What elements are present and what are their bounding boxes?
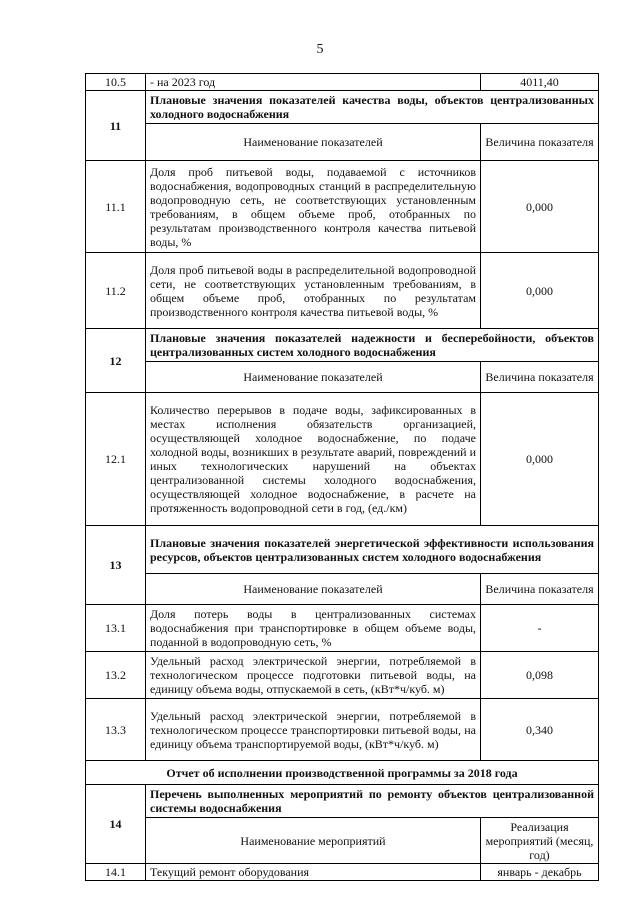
page-number: 5 [316, 42, 324, 57]
section-11-title-row [86, 91, 599, 124]
row-number-cell [86, 699, 146, 761]
row-text: Доля проб питьевой воды в распределительной водопроводной сети, не соответствующих установленным требованиям, в общем объеме проб, отобранных по результатам производственного контроля качества питьевой воды, % [146, 253, 481, 329]
row-text: Доля проб питьевой воды, подаваемой с источников водоснабжения, водопроводных станций в распределительную водопроводную сеть, не соответствующих установленным требованиям, в общем объеме проб, отобранных по результатам производственного контроля качества питьевой воды, % [146, 161, 481, 253]
row-number-cell [86, 253, 146, 329]
row-value: 0,340 [481, 699, 599, 761]
section-14-header-row [86, 818, 599, 864]
row-text: - на 2023 год [146, 74, 481, 91]
section-12-title-row [86, 329, 599, 362]
row-value: 4011,40 [481, 74, 599, 91]
row-number: 13.3 [105, 722, 126, 737]
row-number: 11.1 [105, 199, 126, 214]
section-title: Плановые значения показателей энергетической эффективности использования ресурсов, объектов централизованных систем холодного водоснабжения [146, 526, 599, 574]
table-row [86, 864, 599, 881]
table-row [86, 253, 599, 329]
row-value: 0,000 [481, 253, 599, 329]
section-11-header-row [86, 124, 599, 161]
section-number: 14 [86, 785, 146, 864]
row-value: 0,098 [481, 652, 599, 699]
column-header-name: Наименование показателей [146, 124, 481, 161]
row-number-cell [86, 864, 146, 881]
report-title-row [86, 761, 599, 785]
section-number: 12 [86, 329, 146, 393]
table-row [86, 393, 599, 526]
row-text: Удельный расход электрической энергии, потребляемой в технологическом процессе подготовки питьевой воды, на единицу объема воды, отпускаемой в сеть, (кВт*ч/куб. м) [146, 652, 481, 699]
indicators-table [85, 73, 599, 881]
table-row [86, 74, 599, 91]
row-text: Удельный расход электрической энергии, потребляемой в технологическом процессе транспортировки питьевой воды, на единицу объема транспортируемой воды, (кВт*ч/куб. м) [146, 699, 481, 761]
row-text: Количество перерывов в подаче воды, зафиксированных в местах исполнения обязательств организацией, осуществляющей холодное водоснабжение, по подаче холодной воды, возникших в результате аварий, повреждений и иных технологических нарушений на объектах централизованной системы холодного водоснабжения, осуществляющей холодное водоснабжение, в расчете на протяженность водопроводной сети в год, (ед./км) [146, 393, 481, 526]
row-text: Доля потерь воды в централизованных системах водоснабжения при транспортировке в общем объеме воды, поданной в водопроводную сеть, % [146, 605, 481, 652]
row-number-cell [86, 652, 146, 699]
report-title: Отчет об исполнении производственной программы за 2018 года [86, 761, 599, 785]
section-number: 13 [86, 526, 146, 605]
row-text: Текущий ремонт оборудования [146, 864, 481, 881]
row-number-cell [86, 393, 146, 526]
section-12-header-row [86, 362, 599, 393]
column-header-name: Наименование мероприятий [146, 818, 481, 864]
section-title: Перечень выполненных мероприятий по ремонту объектов централизованной системы водоснабжения [146, 785, 599, 818]
section-number: 11 [86, 91, 146, 161]
section-title: Плановые значения показателей качества воды, объектов централизованных холодного водоснабжения [146, 91, 599, 124]
column-header-name: Наименование показателей [146, 362, 481, 393]
section-13-header-row [86, 574, 599, 605]
row-number: 13.1 [105, 621, 126, 635]
column-header-value: Реализация мероприятий (месяц, год) [481, 818, 599, 864]
row-value: 0,000 [481, 161, 599, 253]
table-row [86, 161, 599, 253]
row-value: 0,000 [481, 393, 599, 526]
row-number-cell [86, 161, 146, 253]
table-row [86, 699, 599, 761]
row-number: 12.1 [105, 452, 126, 466]
section-title: Плановые значения показателей надежности и бесперебойности, объектов централизованных систем холодного водоснабжения [146, 329, 599, 362]
table-row [86, 652, 599, 699]
table-row [86, 605, 599, 652]
row-number-cell [86, 605, 146, 652]
row-number: 14.1 [105, 865, 126, 879]
row-number: 11.2 [105, 283, 126, 298]
column-header-value: Величина показателя [481, 362, 599, 393]
row-value: январь - декабрь [481, 864, 599, 881]
row-number: 10.5 [86, 74, 146, 91]
section-14-title-row [86, 785, 599, 818]
row-number: 13.2 [105, 668, 126, 682]
section-13-title-row [86, 526, 599, 574]
row-value: - [481, 605, 599, 652]
column-header-value: Величина показателя [481, 574, 599, 605]
column-header-value: Величина показателя [481, 124, 599, 161]
column-header-name: Наименование показателей [146, 574, 481, 605]
